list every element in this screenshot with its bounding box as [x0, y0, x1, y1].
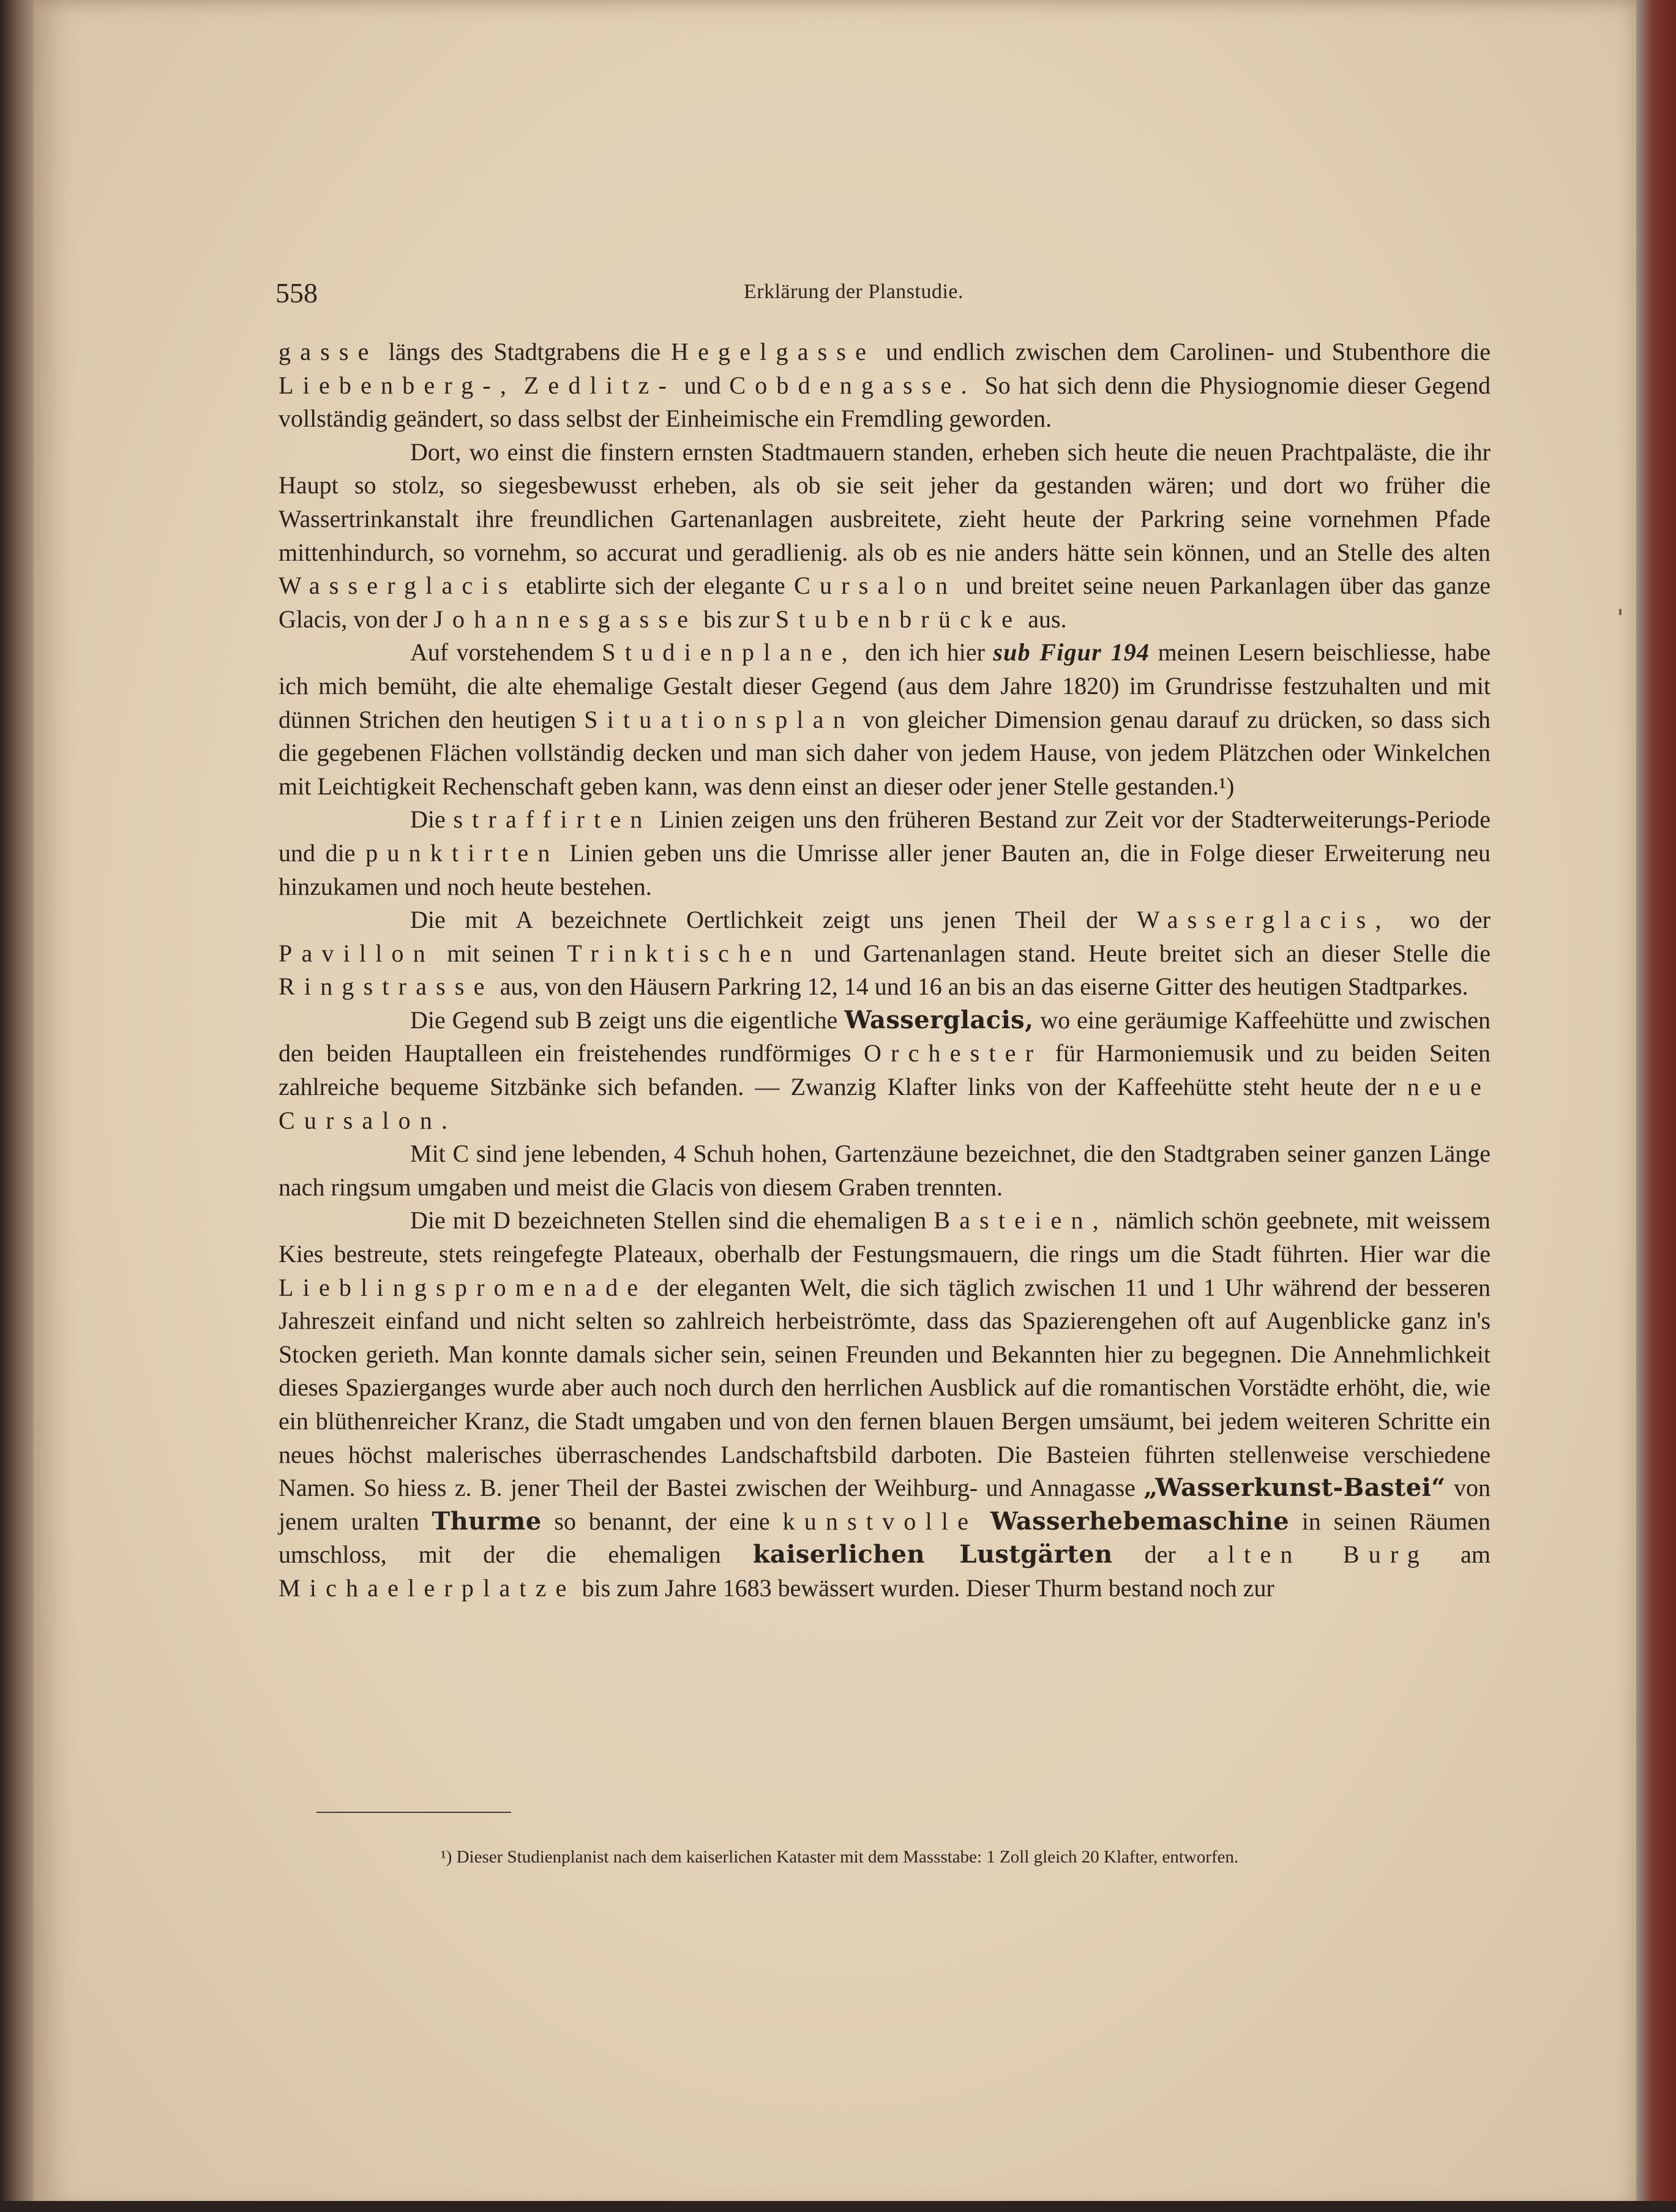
spaced-emphasis: Trinktischen: [567, 939, 802, 967]
footnote: ¹) Dieser Studienplanist nach dem kaiserlichen Kataster mit dem Massstabe: 1 Zoll gleich 20 Klafter, entworfen.: [441, 1847, 1239, 1867]
spaced-emphasis: Hegelgasse: [671, 338, 876, 365]
spaced-emphasis: Michaelerplatze: [279, 1574, 576, 1602]
paragraph: Die straffirten Linien zeigen uns den früheren Bestand zur Zeit vor der Stadterweiterungs-Periode und die punktirten Linien geben uns die Umrisse aller jener Bauten an, die in Folge dieser Erweiterung neu hinzukamen und noch heute bestehen.: [279, 805, 1491, 900]
page-number: 558: [275, 277, 318, 308]
spaced-emphasis: alten Burg: [1207, 1541, 1429, 1569]
fraktur-emphasis: „Wasserkunst-Bastei“: [1143, 1473, 1446, 1503]
spaced-emphasis: Situationsplan: [584, 705, 855, 733]
spaced-emphasis: Johannesgasse: [433, 605, 698, 633]
spaced-emphasis: Stubenbrücke: [775, 605, 1022, 633]
spaced-emphasis: Orchester: [864, 1039, 1043, 1067]
spaced-emphasis: gasse: [279, 338, 378, 365]
book-red-edge: [1636, 0, 1676, 2212]
paragraph: Auf vorstehendem Studienplane, den ich hier sub Figur 194 meinen Lesern beischliesse, habe ich mich bemüht, die alte ehemalige Gestalt dieser Gegend (aus dem Jahre 1820) im Grundrisse festzuhalten und mit dünnen Strichen den heutigen Situationsplan von gleicher Dimension genau darauf zu drücken, so dass sich die gegebenen Flächen vollständig decken und man sich daher von jedem Hause, von jedem Plätzchen oder Winkelchen mit Leichtigkeit Rechenschaft geben kann, was denn einst an dieser oder jener Stelle gestanden.¹): [279, 638, 1491, 800]
scan-bottom-border: [0, 2201, 1676, 2212]
paragraph: Die mit D bezeichneten Stellen sind die ehemaligen Basteien, nämlich schön geebnete, mit weissem Kies bestreute, stets reingefegte Plateaux, oberhalb der Festungsmauern, die rings um die Stadt führten. Hier war die Lieblingspromenade der eleganten Welt, die sich täglich zwischen 11 und 1 Uhr während der besseren Jahreszeit einfand und nicht selten so zahlreich herbeiströmte, dass das Spazierengehen oft auf Augenblicke ganz in's Stocken gerieth. Man konnte damals sicher sein, seinen Freunden und Bekannten hier zu begegnen. Die Annehmlichkeit dieses Spazierganges wurde aber auch noch durch den herrlichen Ausblick auf die romantischen Vorstädte erhöht, die, wie ein blüthenreicher Kranz, die Stadt umgaben und von den fernen blauen Bergen umsäumt, bei jedem weiteren Schritte ein neues höchst malerisches überraschendes Landschaftsbild darboten. Die Basteien führten stellenweise verschiedene Namen. So hiess z. B. jener Theil der Bastei zwischen der Weihburg- und Annagasse „Wasserkunst-Bastei“ von jenem uralten Thurme so benannt, der eine kunstvolle Wasserhebemaschine in seinen Räumen umschloss, mit der die ehemaligen kaiserlichen Lustgärten der alten Burg am Michaelerplatze bis zum Jahre 1683 bewässert wurden. Dieser Thurm bestand noch zur: [279, 1206, 1491, 1602]
spaced-emphasis: Basteien,: [933, 1206, 1108, 1235]
fraktur-emphasis: kaiserlichen Lustgärten: [752, 1540, 1113, 1569]
footnote-divider: [316, 1812, 511, 1813]
book-page: [34, 0, 1636, 2212]
spaced-emphasis: Wasserglacis: [279, 572, 517, 600]
body-text: [279, 335, 1491, 1605]
paragraph: gasse längs des Stadtgrabens die Hegelgasse und endlich zwischen dem Carolinen- und Stubenthore die Liebenberg-, Zedlitz- und Cobdengasse. So hat sich denn die Physiognomie dieser Gegend vollständig geändert, so dass selbst der Einheimische ein Fremdling geworden.: [279, 338, 1491, 433]
spaced-emphasis: Pavillon: [279, 939, 435, 967]
spaced-emphasis: Zedlitz-: [523, 371, 676, 399]
spaced-emphasis: Lieblingspromenade: [279, 1273, 648, 1301]
paragraph: Die Gegend sub B zeigt uns die eigentliche Wasserglacis, wo eine geräumige Kaffeehütte und zwischen den beiden Hauptalleen ein freistehendes rundförmiges Orchester für Harmoniemusik und zu beiden Seiten zahlreiche bequeme Sitzbänke sich befanden. — Zwanzig Klafter links von der Kaffeehütte steht heute der neue Cursalon.: [279, 1005, 1491, 1134]
fraktur-emphasis: Thurme: [432, 1506, 542, 1536]
spaced-emphasis: neue Cursalon.: [279, 1073, 1491, 1134]
page-header: [34, 277, 1636, 313]
spaced-emphasis: Cobdengasse.: [729, 371, 976, 399]
spaced-emphasis: Ringstrasse: [279, 973, 494, 1001]
running-title: Erklärung der Planstudie.: [744, 280, 964, 303]
paragraph: Die mit A bezeichnete Oertlichkeit zeigt uns jenen Theil der Wasserglacis, wo der Pavillon mit seinen Trinktischen und Gartenanlagen stand. Heute breitet sich an dieser Stelle die Ringstrasse aus, von den Häusern Parkring 12, 14 und 16 an bis an das eiserne Gitter des heutigen Stadtparkes.: [279, 906, 1491, 1001]
spaced-emphasis: Cursalon: [794, 572, 957, 600]
paragraph: Mit C sind jene lebenden, 4 Schuh hohen, Gartenzäune bezeichnet, die den Stadtgraben seiner ganzen Länge nach ringsum umgaben und meist die Glacis von diesem Graben trennten.: [279, 1140, 1491, 1201]
figure-reference: sub Figur 194: [993, 638, 1150, 667]
paragraph: Dort, wo einst die finstern ernsten Stadtmauern standen, erheben sich heute die neuen Prachtpaläste, die ihr Haupt so stolz, so siegesbewusst erheben, als ob sie seit jeher da gestanden wären; und dort wo früher die Wassertrinkanstalt ihre freundlichen Gartenanlagen ausbreitete, zieht heute der Parkring seine vornehmen Pfade mittenhindurch, so vornehm, so accurat und geradlienig. als ob es nie anders hätte sein können, und an Stelle des alten Wasserglacis etablirte sich der elegante Cursalon und breitet seine neuen Parkanlagen über das ganze Glacis, von der Johannesgasse bis zur Stubenbrücke aus.: [279, 438, 1491, 633]
spaced-emphasis: Liebenberg-,: [279, 371, 516, 399]
spaced-emphasis: kunstvolle: [782, 1507, 978, 1535]
paper-speck: [1619, 609, 1622, 615]
spaced-emphasis: Wasserglacis,: [1136, 906, 1391, 934]
spaced-emphasis: straffirten: [453, 805, 652, 834]
spaced-emphasis: Studienplane,: [602, 638, 857, 667]
fraktur-emphasis: Wasserglacis,: [844, 1005, 1034, 1034]
fraktur-emphasis: Wasserhebemaschine: [990, 1506, 1289, 1536]
spaced-emphasis: punktirten: [365, 839, 559, 867]
